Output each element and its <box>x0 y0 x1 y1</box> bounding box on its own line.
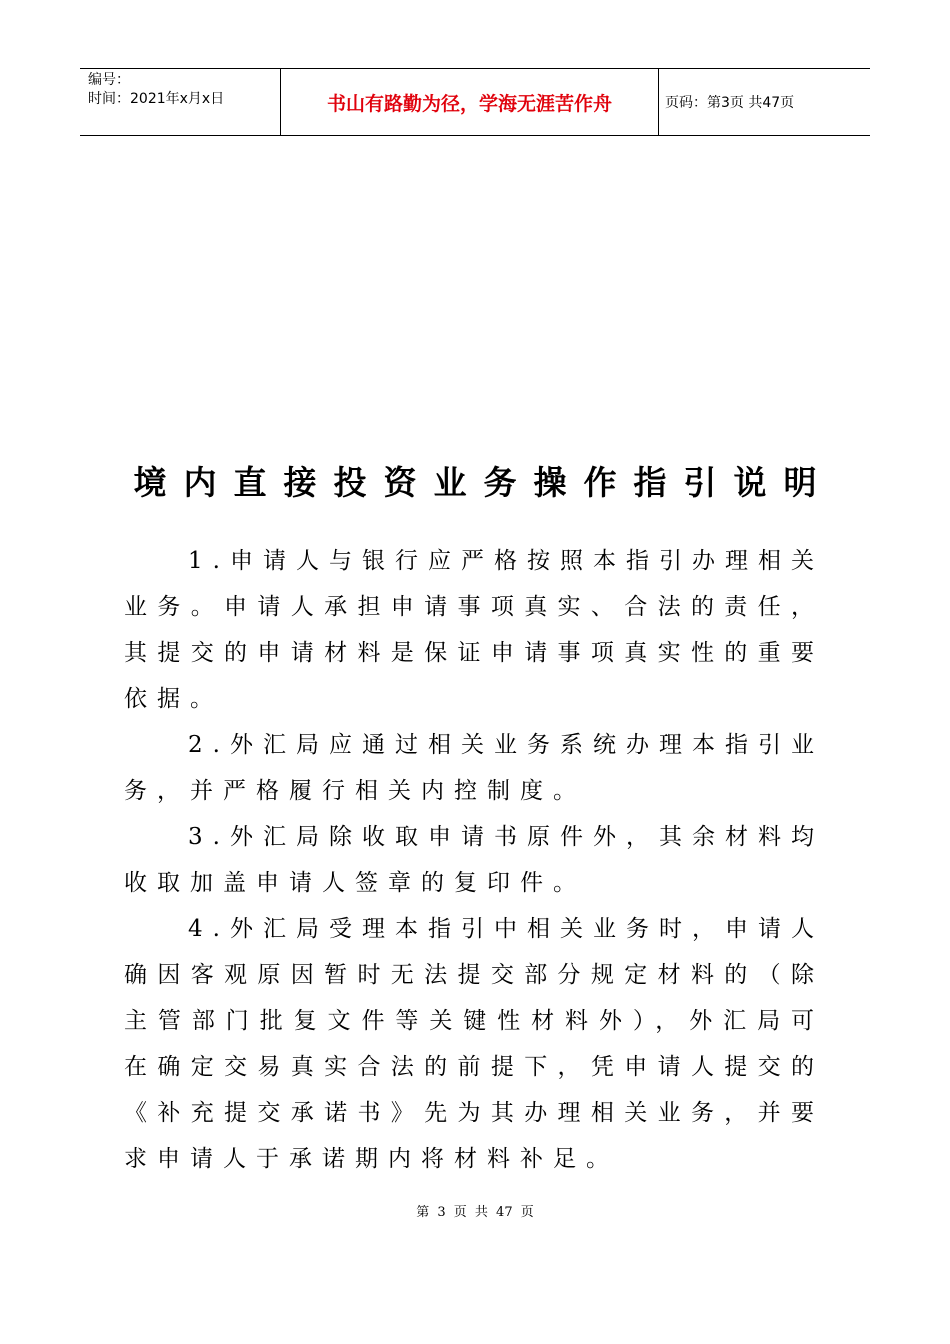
header-motto-cell <box>281 69 659 135</box>
paragraph-2: 2.外汇局应通过相关业务系统办理本指引业务，并严格履行相关内控制度。 <box>124 732 824 804</box>
page-footer: 第 3 页 共 47 页 <box>416 1205 534 1220</box>
header-motto: 书山有路勤为径，学海无涯苦作舟 <box>326 92 612 115</box>
paragraph-4: 4.外汇局受理本指引中相关业务时，申请人确因客观原因暂时无法提交部分规定材料的（除主管部门批复文件等关键性材料外），外汇局可在确定交易真实合法的前提下，凭申请人提交的《补充提交承诺书》先为其办理相关业务，并要求申请人于承诺期内将材料补足。 <box>124 916 824 1172</box>
header-meta-cell <box>80 69 281 135</box>
paragraph-1: 1.申请人与银行应严格按照本指引办理相关业务。申请人承担申请事项真实、合法的责任，其提交的申请材料是保证申请事项真实性的重要依据。 <box>124 548 824 712</box>
paragraph-3: 3.外汇局除收取申请书原件外，其余材料均收取加盖申请人签章的复印件。 <box>124 824 824 896</box>
document-body <box>124 538 824 1182</box>
document-title: 境内直接投资业务操作指引说明 <box>133 463 834 502</box>
header-page-info: 页码：第3页 共47页 <box>665 95 795 111</box>
document-number-label: 编号： <box>88 72 130 88</box>
header-page-cell <box>659 69 870 135</box>
document-time-label: 时间：2021年x月x日 <box>88 91 225 107</box>
header-table <box>80 68 870 136</box>
